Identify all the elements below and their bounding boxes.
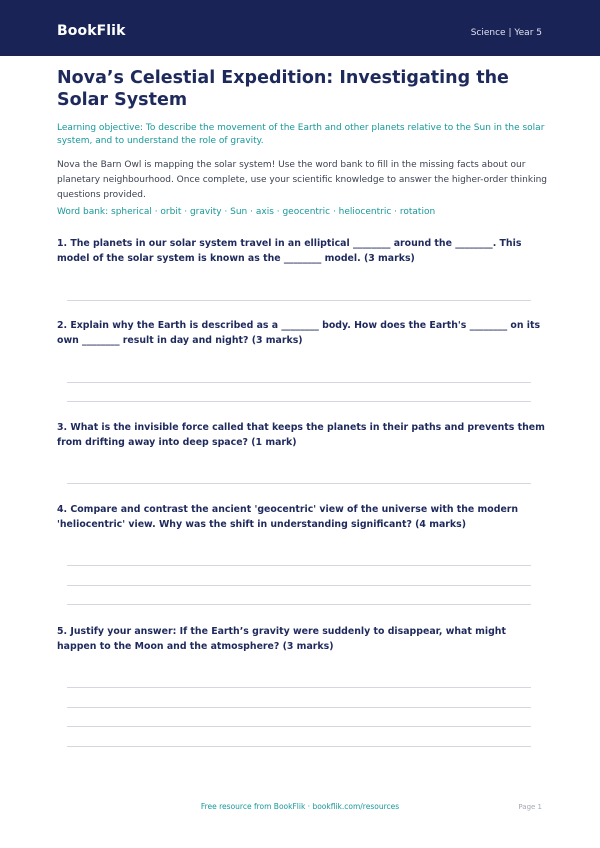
word-bank: Word bank: spherical · orbit · gravity · Sun · axis · geocentric · heliocentric · rotation [57,207,436,217]
answer-line[interactable] [67,483,531,484]
answer-line[interactable] [67,382,531,383]
answer-line[interactable] [67,300,531,301]
page-header [0,0,600,56]
answer-line[interactable] [67,585,531,586]
answer-line[interactable] [67,604,531,605]
answer-line[interactable] [67,746,531,747]
subject-year-label: Science | Year 5 [470,28,542,38]
question-2: 2. Explain why the Earth is described as a ________ body. How does the Earth's ________ on its own ________ result in day and night? (3 marks) [57,320,541,346]
answer-line[interactable] [67,401,531,402]
answer-line[interactable] [67,565,531,566]
question-1: 1. The planets in our solar system travel in an elliptical ________ around the ________. This model of the solar system is known as the ________ model. (3 marks) [57,238,522,264]
question-5: 5. Justify your answer: If the Earth’s gravity were suddenly to disappear, what might happen to the Moon and the atmosphere? (3 marks) [57,626,506,652]
page-title: Nova’s Celestial Expedition: Investigating the Solar System [57,68,509,110]
footer-resource-link[interactable]: Free resource from BookFlik · bookflik.com/resources [200,802,400,811]
answer-line[interactable] [67,707,531,708]
brand-logo[interactable]: BookFlik [57,23,126,39]
learning-objective: Learning objective: To describe the movement of the Earth and other planets relative to the Sun in the solar system, and to understand the role of gravity. [57,123,545,146]
answer-line[interactable] [67,687,531,688]
page-number: Page 1 [518,803,542,811]
question-3: 3. What is the invisible force called that keeps the planets in their paths and prevents them from drifting away into deep space? (1 mark) [57,422,545,448]
intro-text: Nova the Barn Owl is mapping the solar system! Use the word bank to fill in the missing facts about our planetary neighbourhood. Once complete, use your scientific knowledge to answer the higher-order thinking questions provided. [57,160,548,200]
answer-line[interactable] [67,726,531,727]
question-4: 4. Compare and contrast the ancient 'geocentric' view of the universe with the modern 'heliocentric' view. Why was the shift in understanding significant? (4 marks) [57,504,519,530]
